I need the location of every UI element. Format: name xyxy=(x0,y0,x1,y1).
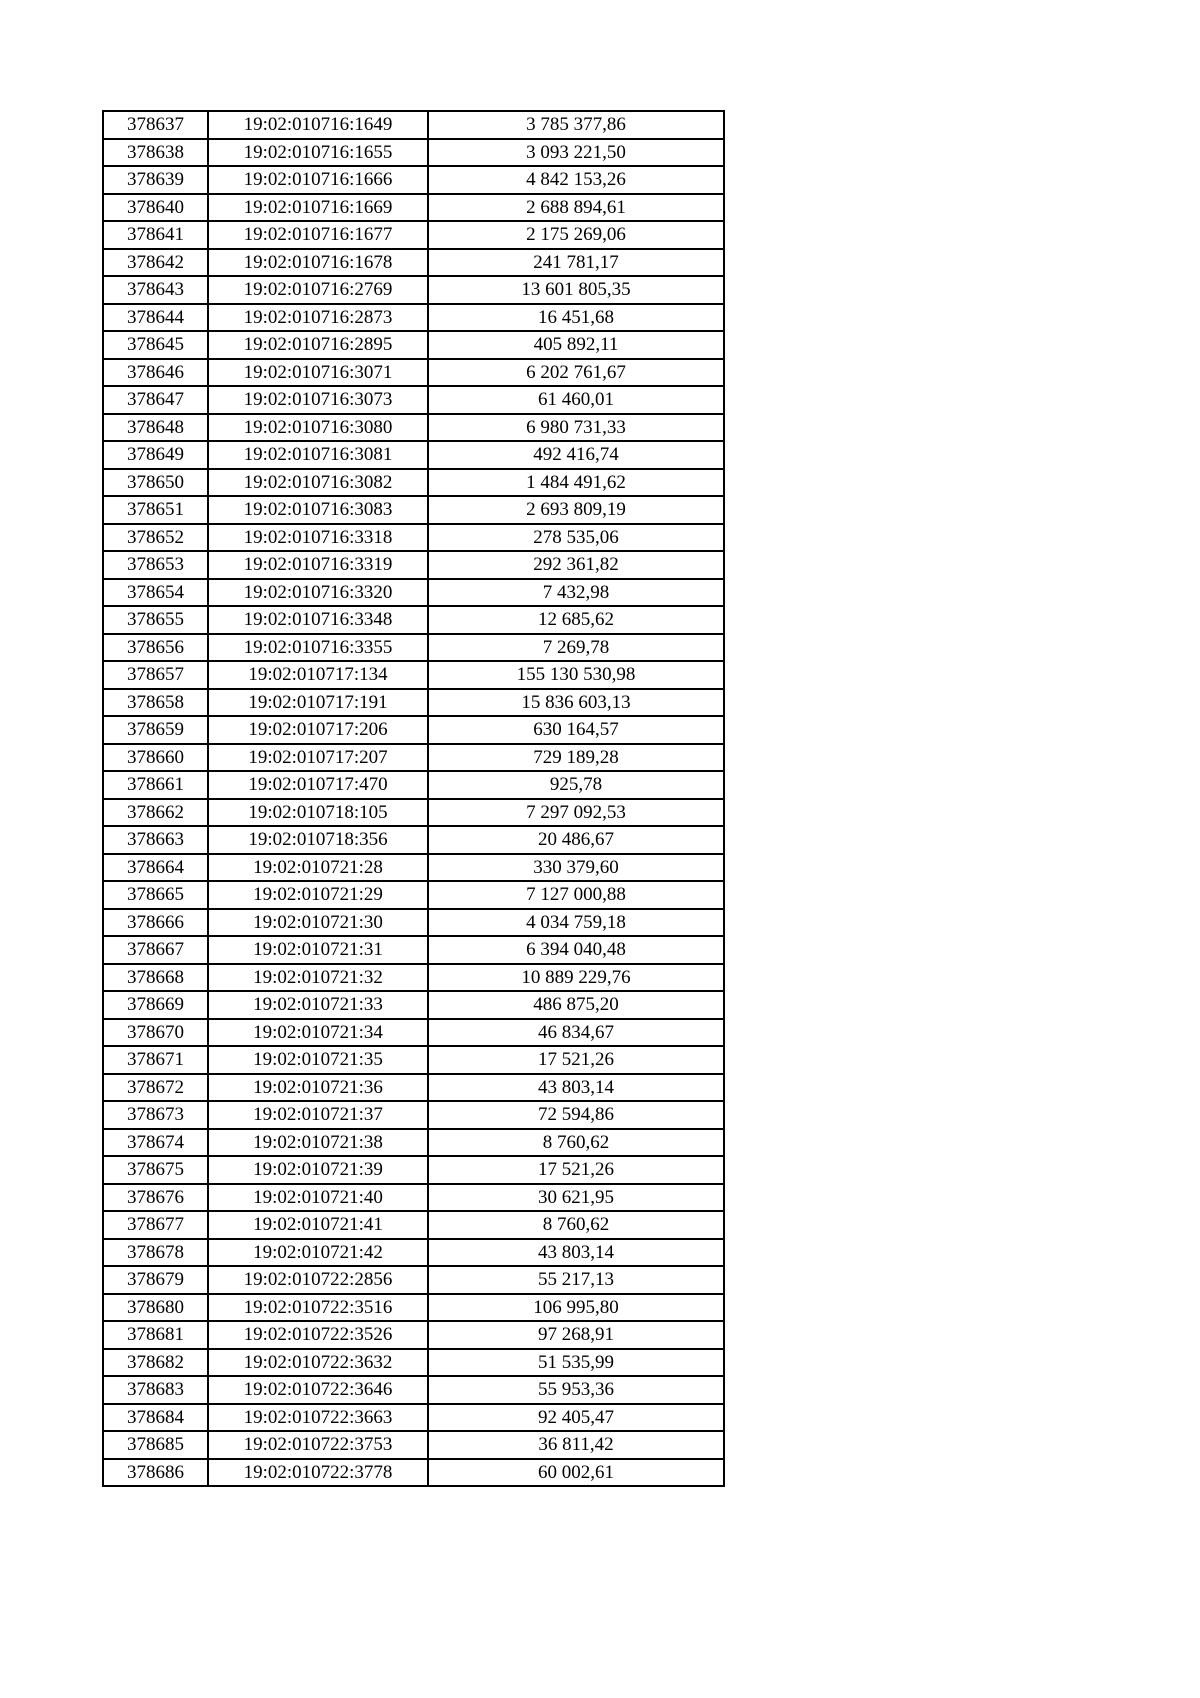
table-row xyxy=(103,1294,724,1322)
table-row xyxy=(103,414,724,442)
row-number-cell: 378637 xyxy=(103,111,208,139)
row-number-cell: 378669 xyxy=(103,991,208,1019)
cadastral-number-cell: 19:02:010722:3632 xyxy=(208,1349,428,1377)
row-number-cell: 378652 xyxy=(103,524,208,552)
table-row xyxy=(103,799,724,827)
table-row xyxy=(103,551,724,579)
row-number-cell: 378644 xyxy=(103,304,208,332)
row-number-cell: 378684 xyxy=(103,1404,208,1432)
table-row xyxy=(103,881,724,909)
cadastral-number-cell: 19:02:010721:30 xyxy=(208,909,428,937)
table-row xyxy=(103,524,724,552)
row-number-cell: 378647 xyxy=(103,386,208,414)
cadastral-value-cell: 7 269,78 xyxy=(428,634,724,662)
row-number-cell: 378640 xyxy=(103,194,208,222)
cadastral-number-cell: 19:02:010716:3348 xyxy=(208,606,428,634)
row-number-cell: 378659 xyxy=(103,716,208,744)
cadastral-number-cell: 19:02:010722:3753 xyxy=(208,1431,428,1459)
cadastral-number-cell: 19:02:010716:3071 xyxy=(208,359,428,387)
cadastral-number-cell: 19:02:010721:35 xyxy=(208,1046,428,1074)
table-row xyxy=(103,661,724,689)
row-number-cell: 378683 xyxy=(103,1376,208,1404)
table-row xyxy=(103,1101,724,1129)
table-row xyxy=(103,386,724,414)
cadastral-number-cell: 19:02:010718:105 xyxy=(208,799,428,827)
row-number-cell: 378671 xyxy=(103,1046,208,1074)
cadastral-value-cell: 60 002,61 xyxy=(428,1459,724,1487)
table-row xyxy=(103,249,724,277)
table-row xyxy=(103,1156,724,1184)
cadastral-value-cell: 7 432,98 xyxy=(428,579,724,607)
cadastral-value-cell: 20 486,67 xyxy=(428,826,724,854)
cadastral-number-cell: 19:02:010721:34 xyxy=(208,1019,428,1047)
row-number-cell: 378666 xyxy=(103,909,208,937)
table-row xyxy=(103,111,724,139)
cadastral-value-cell: 155 130 530,98 xyxy=(428,661,724,689)
cadastral-number-cell: 19:02:010716:3318 xyxy=(208,524,428,552)
row-number-cell: 378674 xyxy=(103,1129,208,1157)
cadastral-number-cell: 19:02:010717:207 xyxy=(208,744,428,772)
row-number-cell: 378653 xyxy=(103,551,208,579)
cadastral-number-cell: 19:02:010722:3516 xyxy=(208,1294,428,1322)
cadastral-number-cell: 19:02:010716:1669 xyxy=(208,194,428,222)
cadastral-number-cell: 19:02:010721:32 xyxy=(208,964,428,992)
row-number-cell: 378678 xyxy=(103,1239,208,1267)
table-row xyxy=(103,744,724,772)
table-row xyxy=(103,469,724,497)
row-number-cell: 378656 xyxy=(103,634,208,662)
cadastral-value-cell: 17 521,26 xyxy=(428,1156,724,1184)
row-number-cell: 378638 xyxy=(103,139,208,167)
cadastral-value-cell: 13 601 805,35 xyxy=(428,276,724,304)
cadastral-number-cell: 19:02:010722:2856 xyxy=(208,1266,428,1294)
table-row xyxy=(103,166,724,194)
cadastral-value-table xyxy=(102,110,725,1487)
table-row xyxy=(103,331,724,359)
cadastral-number-cell: 19:02:010716:3080 xyxy=(208,414,428,442)
cadastral-number-cell: 19:02:010722:3526 xyxy=(208,1321,428,1349)
cadastral-value-cell: 43 803,14 xyxy=(428,1239,724,1267)
table-body xyxy=(103,111,724,1486)
table-row xyxy=(103,276,724,304)
cadastral-number-cell: 19:02:010717:134 xyxy=(208,661,428,689)
table-row xyxy=(103,1046,724,1074)
cadastral-value-cell: 72 594,86 xyxy=(428,1101,724,1129)
table-row xyxy=(103,991,724,1019)
cadastral-number-cell: 19:02:010721:29 xyxy=(208,881,428,909)
table-row xyxy=(103,359,724,387)
cadastral-value-cell: 16 451,68 xyxy=(428,304,724,332)
table-row xyxy=(103,1266,724,1294)
cadastral-number-cell: 19:02:010716:2769 xyxy=(208,276,428,304)
cadastral-value-cell: 630 164,57 xyxy=(428,716,724,744)
cadastral-value-cell: 8 760,62 xyxy=(428,1129,724,1157)
cadastral-value-cell: 4 842 153,26 xyxy=(428,166,724,194)
cadastral-number-cell: 19:02:010717:470 xyxy=(208,771,428,799)
cadastral-value-cell: 330 379,60 xyxy=(428,854,724,882)
row-number-cell: 378649 xyxy=(103,441,208,469)
cadastral-value-cell: 10 889 229,76 xyxy=(428,964,724,992)
row-number-cell: 378646 xyxy=(103,359,208,387)
cadastral-number-cell: 19:02:010716:3355 xyxy=(208,634,428,662)
table-row xyxy=(103,1459,724,1487)
cadastral-number-cell: 19:02:010716:1666 xyxy=(208,166,428,194)
cadastral-number-cell: 19:02:010722:3778 xyxy=(208,1459,428,1487)
row-number-cell: 378676 xyxy=(103,1184,208,1212)
cadastral-number-cell: 19:02:010716:2895 xyxy=(208,331,428,359)
cadastral-value-cell: 6 394 040,48 xyxy=(428,936,724,964)
cadastral-value-cell: 15 836 603,13 xyxy=(428,689,724,717)
cadastral-number-cell: 19:02:010716:3319 xyxy=(208,551,428,579)
table-row xyxy=(103,1129,724,1157)
cadastral-number-cell: 19:02:010716:1678 xyxy=(208,249,428,277)
cadastral-number-cell: 19:02:010716:3320 xyxy=(208,579,428,607)
cadastral-number-cell: 19:02:010716:1677 xyxy=(208,221,428,249)
table-row xyxy=(103,1431,724,1459)
row-number-cell: 378655 xyxy=(103,606,208,634)
cadastral-value-cell: 2 175 269,06 xyxy=(428,221,724,249)
cadastral-value-cell: 492 416,74 xyxy=(428,441,724,469)
row-number-cell: 378665 xyxy=(103,881,208,909)
cadastral-number-cell: 19:02:010716:3082 xyxy=(208,469,428,497)
cadastral-value-cell: 12 685,62 xyxy=(428,606,724,634)
cadastral-number-cell: 19:02:010716:3073 xyxy=(208,386,428,414)
cadastral-number-cell: 19:02:010716:2873 xyxy=(208,304,428,332)
cadastral-number-cell: 19:02:010721:28 xyxy=(208,854,428,882)
cadastral-value-cell: 43 803,14 xyxy=(428,1074,724,1102)
table-row xyxy=(103,964,724,992)
cadastral-number-cell: 19:02:010716:3081 xyxy=(208,441,428,469)
cadastral-value-cell: 55 217,13 xyxy=(428,1266,724,1294)
cadastral-value-cell: 36 811,42 xyxy=(428,1431,724,1459)
table-row xyxy=(103,606,724,634)
row-number-cell: 378662 xyxy=(103,799,208,827)
cadastral-number-cell: 19:02:010721:40 xyxy=(208,1184,428,1212)
row-number-cell: 378642 xyxy=(103,249,208,277)
table-row xyxy=(103,1321,724,1349)
cadastral-number-cell: 19:02:010721:42 xyxy=(208,1239,428,1267)
row-number-cell: 378663 xyxy=(103,826,208,854)
row-number-cell: 378658 xyxy=(103,689,208,717)
cadastral-value-cell: 7 297 092,53 xyxy=(428,799,724,827)
row-number-cell: 378660 xyxy=(103,744,208,772)
cadastral-number-cell: 19:02:010717:191 xyxy=(208,689,428,717)
row-number-cell: 378639 xyxy=(103,166,208,194)
cadastral-value-cell: 51 535,99 xyxy=(428,1349,724,1377)
table-row xyxy=(103,909,724,937)
cadastral-value-cell: 3 093 221,50 xyxy=(428,139,724,167)
cadastral-value-cell: 30 621,95 xyxy=(428,1184,724,1212)
cadastral-value-cell: 3 785 377,86 xyxy=(428,111,724,139)
row-number-cell: 378680 xyxy=(103,1294,208,1322)
table-row xyxy=(103,1349,724,1377)
cadastral-number-cell: 19:02:010716:1649 xyxy=(208,111,428,139)
cadastral-value-cell: 1 484 491,62 xyxy=(428,469,724,497)
row-number-cell: 378682 xyxy=(103,1349,208,1377)
row-number-cell: 378650 xyxy=(103,469,208,497)
cadastral-value-cell: 6 980 731,33 xyxy=(428,414,724,442)
table-row xyxy=(103,441,724,469)
cadastral-value-cell: 61 460,01 xyxy=(428,386,724,414)
row-number-cell: 378664 xyxy=(103,854,208,882)
row-number-cell: 378667 xyxy=(103,936,208,964)
row-number-cell: 378668 xyxy=(103,964,208,992)
table-row xyxy=(103,1404,724,1432)
cadastral-value-cell: 92 405,47 xyxy=(428,1404,724,1432)
cadastral-value-cell: 241 781,17 xyxy=(428,249,724,277)
table-row xyxy=(103,1376,724,1404)
cadastral-value-cell: 278 535,06 xyxy=(428,524,724,552)
cadastral-number-cell: 19:02:010718:356 xyxy=(208,826,428,854)
table-row xyxy=(103,221,724,249)
cadastral-number-cell: 19:02:010722:3663 xyxy=(208,1404,428,1432)
table-row xyxy=(103,496,724,524)
row-number-cell: 378673 xyxy=(103,1101,208,1129)
cadastral-value-cell: 925,78 xyxy=(428,771,724,799)
cadastral-number-cell: 19:02:010721:38 xyxy=(208,1129,428,1157)
cadastral-value-cell: 8 760,62 xyxy=(428,1211,724,1239)
row-number-cell: 378686 xyxy=(103,1459,208,1487)
cadastral-value-cell: 486 875,20 xyxy=(428,991,724,1019)
row-number-cell: 378670 xyxy=(103,1019,208,1047)
table-row xyxy=(103,194,724,222)
row-number-cell: 378654 xyxy=(103,579,208,607)
cadastral-number-cell: 19:02:010722:3646 xyxy=(208,1376,428,1404)
row-number-cell: 378648 xyxy=(103,414,208,442)
cadastral-value-cell: 55 953,36 xyxy=(428,1376,724,1404)
row-number-cell: 378685 xyxy=(103,1431,208,1459)
cadastral-value-cell: 6 202 761,67 xyxy=(428,359,724,387)
table-row xyxy=(103,826,724,854)
table-row xyxy=(103,1074,724,1102)
table-row xyxy=(103,1211,724,1239)
cadastral-value-cell: 17 521,26 xyxy=(428,1046,724,1074)
cadastral-number-cell: 19:02:010717:206 xyxy=(208,716,428,744)
cadastral-value-cell: 292 361,82 xyxy=(428,551,724,579)
cadastral-value-cell: 46 834,67 xyxy=(428,1019,724,1047)
table-row xyxy=(103,936,724,964)
cadastral-number-cell: 19:02:010716:3083 xyxy=(208,496,428,524)
cadastral-value-cell: 106 995,80 xyxy=(428,1294,724,1322)
table-row xyxy=(103,716,724,744)
cadastral-value-cell: 405 892,11 xyxy=(428,331,724,359)
cadastral-value-cell: 4 034 759,18 xyxy=(428,909,724,937)
row-number-cell: 378675 xyxy=(103,1156,208,1184)
table-row xyxy=(103,1019,724,1047)
row-number-cell: 378677 xyxy=(103,1211,208,1239)
cadastral-value-cell: 97 268,91 xyxy=(428,1321,724,1349)
row-number-cell: 378657 xyxy=(103,661,208,689)
table-row xyxy=(103,689,724,717)
table-row xyxy=(103,579,724,607)
table-row xyxy=(103,854,724,882)
row-number-cell: 378679 xyxy=(103,1266,208,1294)
row-number-cell: 378641 xyxy=(103,221,208,249)
row-number-cell: 378681 xyxy=(103,1321,208,1349)
cadastral-value-cell: 729 189,28 xyxy=(428,744,724,772)
cadastral-number-cell: 19:02:010721:41 xyxy=(208,1211,428,1239)
row-number-cell: 378661 xyxy=(103,771,208,799)
cadastral-number-cell: 19:02:010716:1655 xyxy=(208,139,428,167)
cadastral-number-cell: 19:02:010721:37 xyxy=(208,1101,428,1129)
row-number-cell: 378651 xyxy=(103,496,208,524)
table-row xyxy=(103,634,724,662)
cadastral-number-cell: 19:02:010721:36 xyxy=(208,1074,428,1102)
table-row xyxy=(103,1239,724,1267)
cadastral-value-cell: 2 688 894,61 xyxy=(428,194,724,222)
table-row xyxy=(103,1184,724,1212)
cadastral-number-cell: 19:02:010721:31 xyxy=(208,936,428,964)
cadastral-value-cell: 2 693 809,19 xyxy=(428,496,724,524)
table-row xyxy=(103,771,724,799)
cadastral-number-cell: 19:02:010721:39 xyxy=(208,1156,428,1184)
row-number-cell: 378672 xyxy=(103,1074,208,1102)
cadastral-value-cell: 7 127 000,88 xyxy=(428,881,724,909)
table-row xyxy=(103,304,724,332)
cadastral-number-cell: 19:02:010721:33 xyxy=(208,991,428,1019)
table-row xyxy=(103,139,724,167)
row-number-cell: 378645 xyxy=(103,331,208,359)
row-number-cell: 378643 xyxy=(103,276,208,304)
